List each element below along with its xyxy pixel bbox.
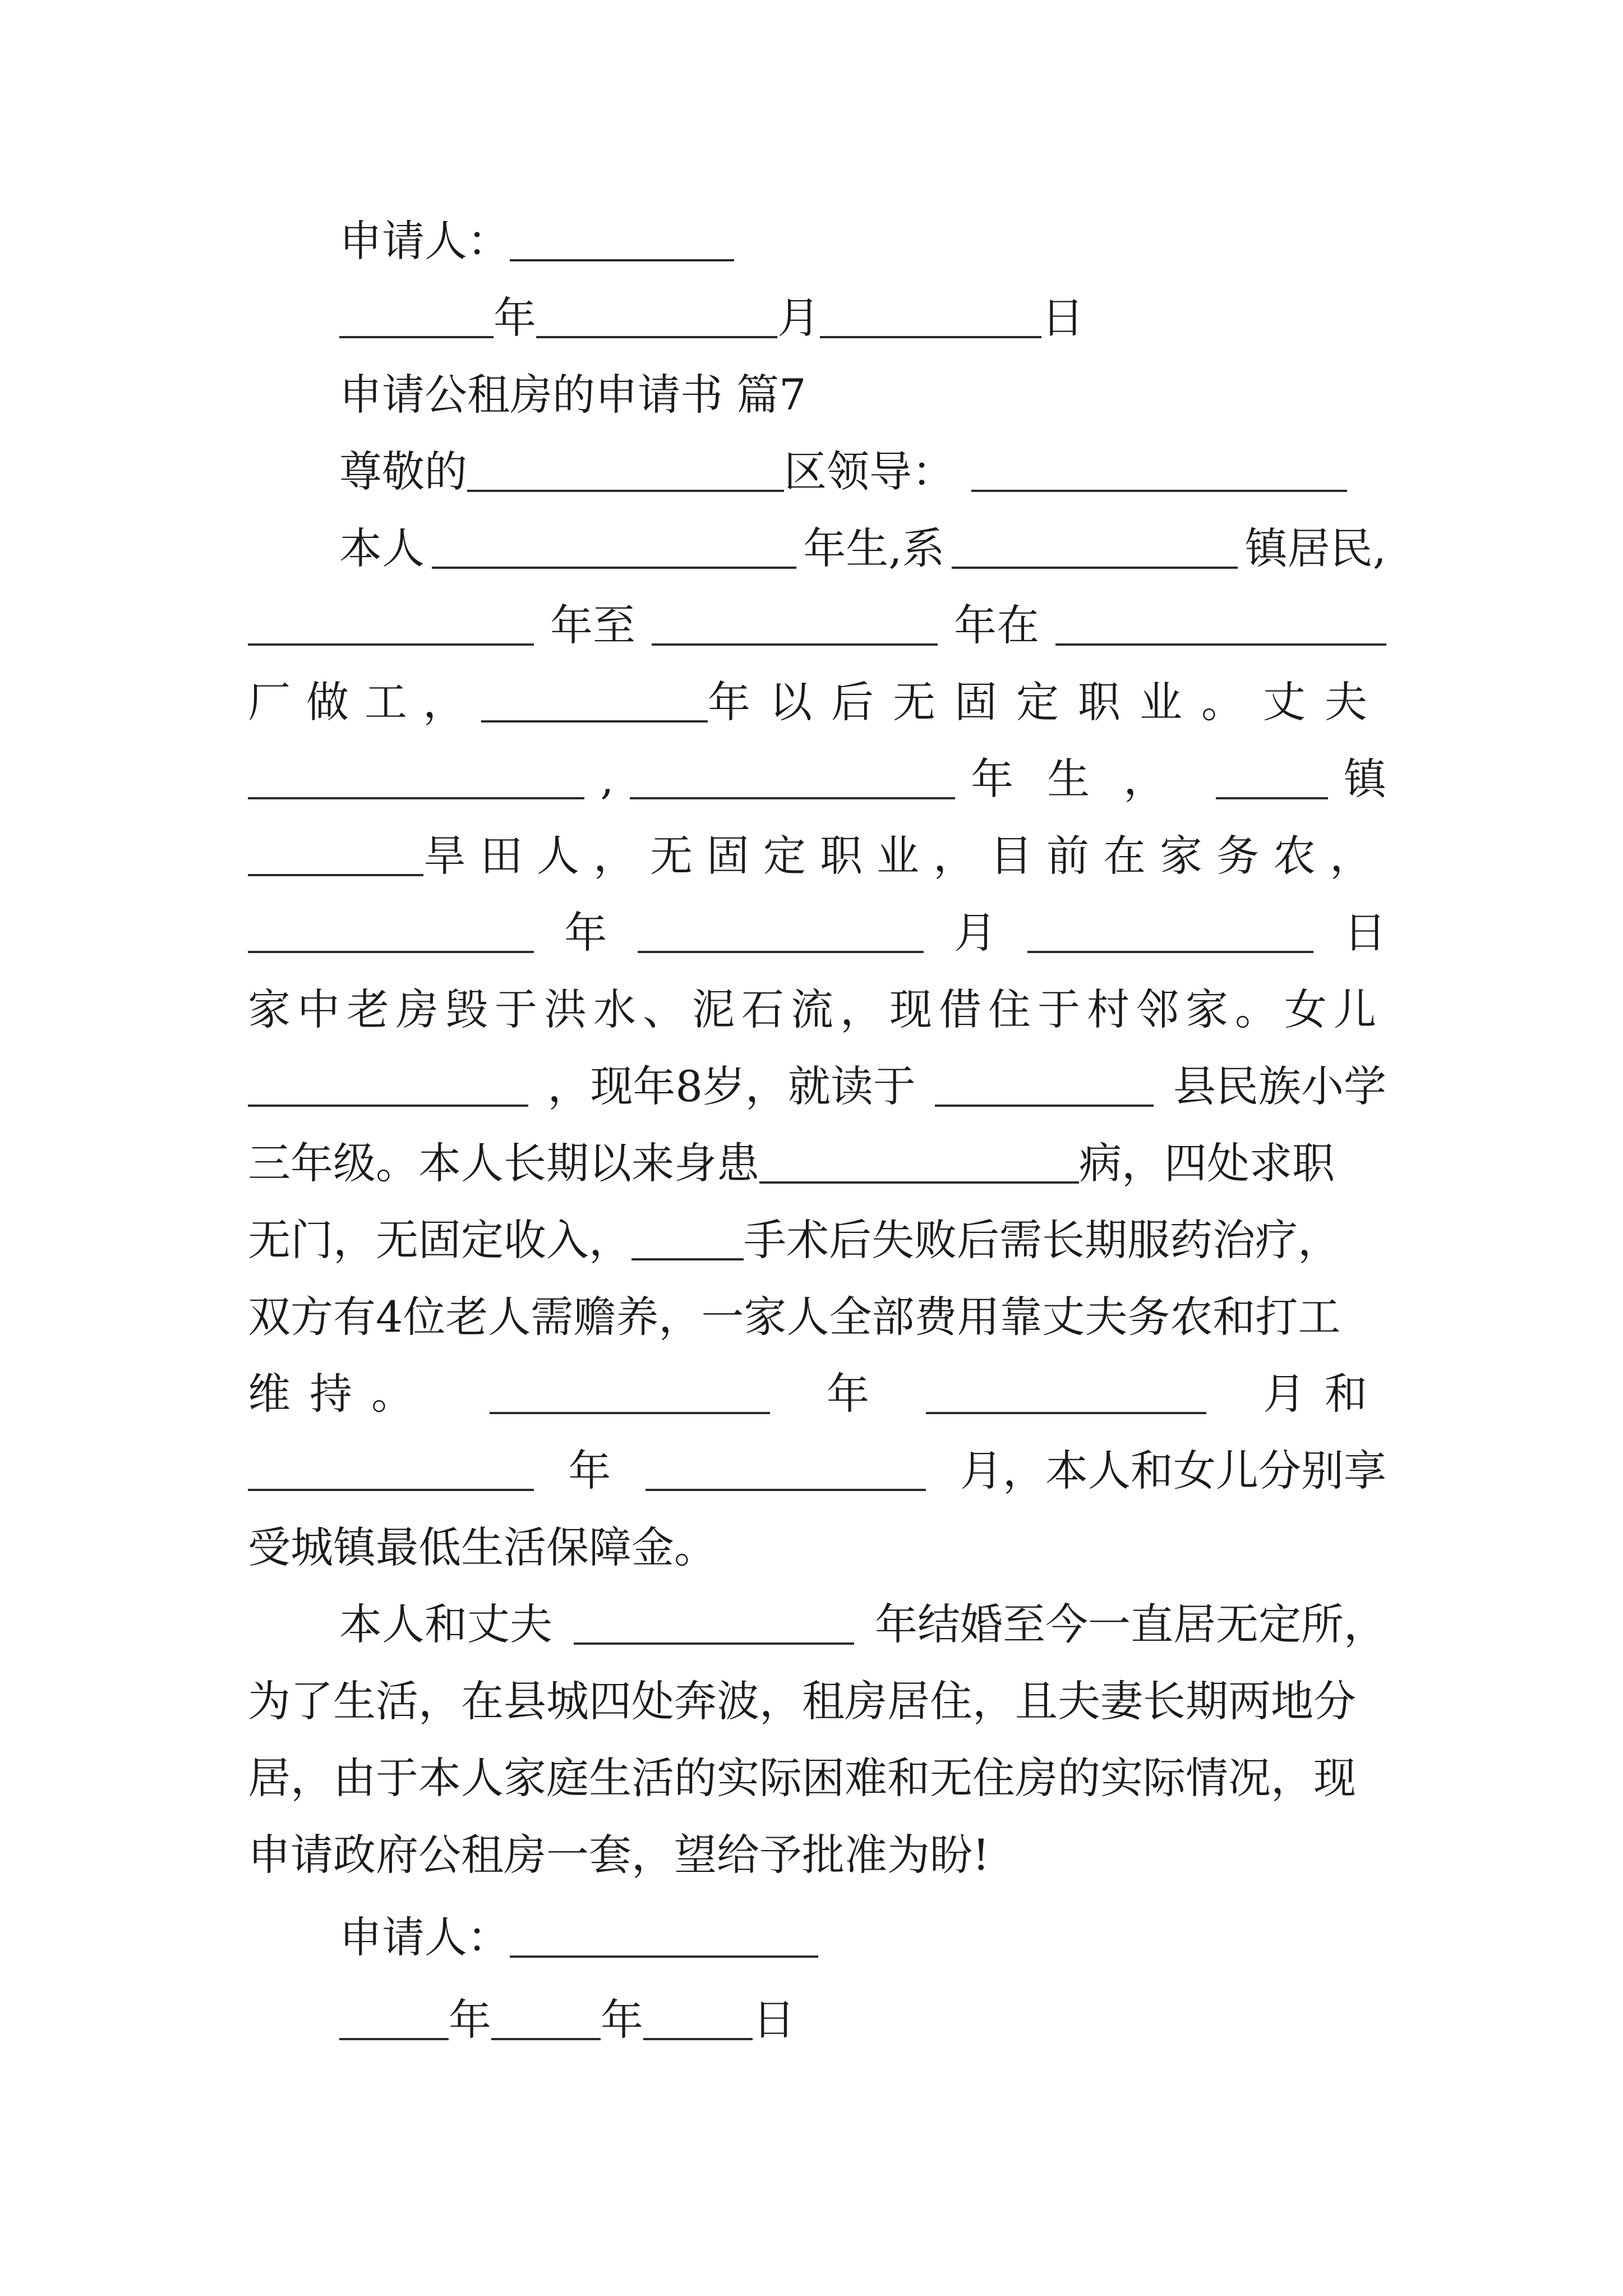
- husband-name-blank[interactable]: [248, 797, 584, 799]
- body-line-12: [248, 1059, 1386, 1115]
- daughter-name-blank[interactable]: [248, 1105, 528, 1107]
- body-line-18: [248, 1520, 717, 1576]
- text: 年生,系: [803, 523, 945, 573]
- village-blank[interactable]: [248, 874, 423, 876]
- text: 县民族小学: [1173, 1061, 1386, 1111]
- salutation-line: [339, 444, 1347, 500]
- district-blank[interactable]: [467, 490, 784, 492]
- body-line-16: [248, 1366, 1386, 1422]
- body-line-13: [248, 1135, 1335, 1191]
- body-line-11: [248, 982, 1383, 1038]
- husband-birth-blank[interactable]: [630, 797, 955, 799]
- body-line-5: [339, 521, 1386, 577]
- text: 年: [827, 1369, 869, 1419]
- body-line-17: [248, 1443, 1386, 1499]
- date-line-top: [339, 290, 1084, 346]
- allowance-month-1-blank[interactable]: [926, 1412, 1206, 1414]
- date-line-bottom: [339, 1992, 795, 2048]
- text: 年结婚至今一直居无定所，: [875, 1599, 1386, 1649]
- date-blank-1[interactable]: [339, 2038, 449, 2040]
- day-label: 日: [1041, 293, 1084, 343]
- text: 旱田人，无固定职业，目前在家务农，: [423, 831, 1386, 881]
- illness-blank[interactable]: [759, 1181, 1079, 1184]
- text: 日: [1343, 908, 1386, 958]
- body-line-21: [248, 1750, 1356, 1806]
- applicant-label-bottom: 申请人：: [339, 1912, 510, 1962]
- year-label: 年: [494, 293, 536, 343]
- text: 年至: [550, 600, 635, 650]
- body-line-10: [248, 905, 1386, 961]
- body-line-6: [248, 597, 1386, 654]
- text: 三年级。本人长期以来身患: [248, 1138, 759, 1188]
- allowance-year-1-blank[interactable]: [490, 1412, 770, 1414]
- body-line-8: [248, 751, 1386, 807]
- body-line-15: [248, 1289, 1340, 1345]
- section-title-text: 申请公租房的申请书 篇7: [339, 370, 806, 420]
- salutation-prefix: 尊敬的: [339, 447, 467, 496]
- disaster-year-blank[interactable]: [248, 951, 534, 953]
- text: 镇: [1343, 754, 1386, 804]
- husband-town-blank[interactable]: [1216, 797, 1328, 799]
- text: 月，本人和女儿分别享: [960, 1446, 1386, 1496]
- body-line-14: [248, 1212, 1340, 1268]
- text: 年以后无固定职业。丈夫: [708, 677, 1386, 727]
- text: 受城镇最低生活保障金。: [248, 1522, 717, 1572]
- school-county-blank[interactable]: [935, 1105, 1154, 1107]
- body-line-20: [248, 1673, 1356, 1729]
- text: 年在: [954, 600, 1039, 650]
- allowance-month-2-blank[interactable]: [645, 1489, 926, 1491]
- text: 申请政府公租房一套，望给予批准为盼!: [248, 1830, 990, 1880]
- town-blank[interactable]: [952, 567, 1238, 569]
- disaster-month-blank[interactable]: [638, 951, 924, 953]
- text: 本人和丈夫: [339, 1599, 552, 1649]
- date-blank-2[interactable]: [491, 2038, 601, 2040]
- text: 年: [568, 1446, 611, 1496]
- applicant-blank-bottom[interactable]: [510, 1955, 818, 1958]
- text: 双方有4位老人需赡养，一家人全部费用靠丈夫务农和打工: [248, 1292, 1341, 1342]
- month-blank[interactable]: [536, 336, 777, 338]
- allowance-year-2-blank[interactable]: [248, 1489, 534, 1491]
- body-line-22: [248, 1827, 990, 1883]
- text: 无门，无固定收入，: [248, 1215, 631, 1265]
- text: 月: [954, 908, 997, 958]
- applicant-line-bottom: [339, 1910, 818, 1966]
- section-title: [339, 367, 806, 423]
- body-line-19: [339, 1596, 1386, 1653]
- applicant-line-top: [339, 213, 734, 269]
- surgery-blank[interactable]: [631, 1258, 744, 1260]
- text: 家中老房毁于洪水、泥石流，现借住于村邻家。女儿: [248, 984, 1383, 1034]
- text: ，现年8岁，就读于: [547, 1061, 916, 1111]
- text: 手术后失败后需长期服药治疗，: [744, 1215, 1340, 1265]
- text: 病，四处求职: [1079, 1138, 1335, 1188]
- leader-blank[interactable]: [971, 490, 1347, 492]
- text: 年: [564, 908, 607, 958]
- text: 年生，: [971, 754, 1200, 804]
- day-label: 日: [753, 1995, 795, 2045]
- from-year-blank[interactable]: [248, 643, 534, 646]
- text: 为了生活，在县城四处奔波，租房居住，且夫妻长期两地分: [248, 1676, 1356, 1726]
- disaster-day-blank[interactable]: [1027, 951, 1313, 953]
- month-label: 月: [777, 293, 820, 343]
- marriage-year-blank[interactable]: [574, 1642, 854, 1645]
- body-line-7: [248, 674, 1386, 730]
- text: 月和: [1263, 1369, 1386, 1419]
- text: ,: [600, 754, 614, 804]
- text: 本人: [339, 523, 425, 573]
- salutation-suffix: 区领导：: [784, 447, 955, 496]
- day-blank[interactable]: [820, 336, 1041, 338]
- year-label-2: 年: [601, 1995, 643, 2045]
- text: 厂做工，: [248, 677, 481, 727]
- unemployed-year-blank[interactable]: [481, 720, 708, 723]
- to-year-blank[interactable]: [652, 643, 938, 646]
- applicant-label: 申请人：: [339, 216, 510, 266]
- year-label: 年: [449, 1995, 491, 2045]
- birth-year-blank[interactable]: [432, 567, 796, 569]
- text: 维持。: [248, 1369, 433, 1419]
- factory-blank[interactable]: [1055, 643, 1386, 646]
- body-line-9: [248, 828, 1386, 884]
- year-blank[interactable]: [339, 336, 494, 338]
- text: 镇居民,: [1244, 523, 1386, 573]
- applicant-blank[interactable]: [510, 259, 734, 261]
- date-blank-3[interactable]: [643, 2038, 753, 2040]
- text: 居，由于本人家庭生活的实际困难和无住房的实际情况，现: [248, 1753, 1356, 1803]
